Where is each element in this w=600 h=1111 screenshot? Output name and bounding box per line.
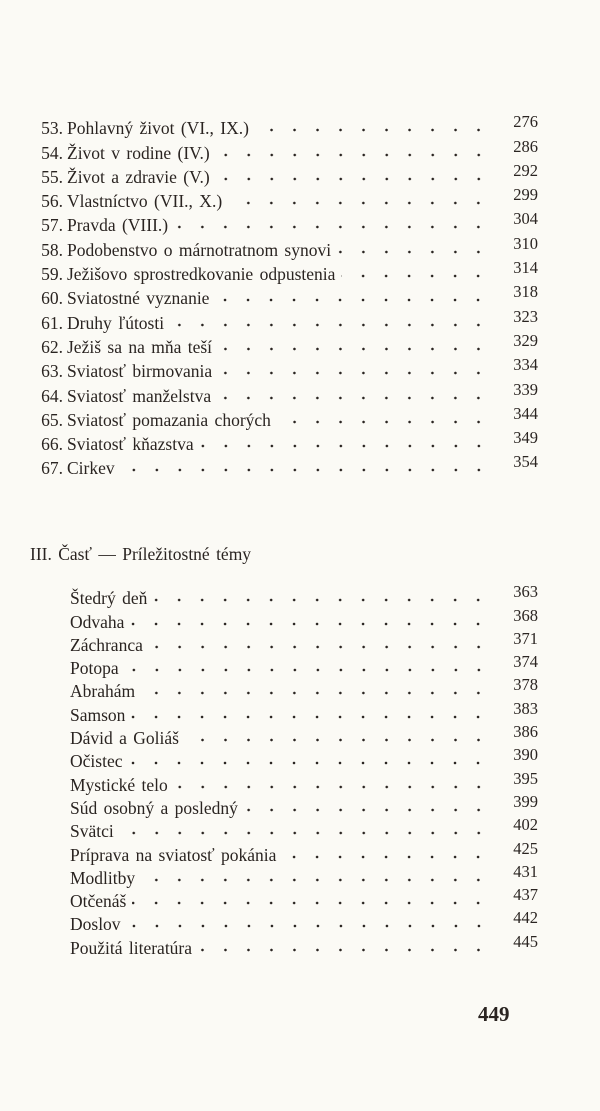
entry-page: 314 (513, 258, 538, 278)
entry-page: 386 (513, 722, 538, 742)
entry-number: 59. (41, 264, 63, 285)
toc-entry (0, 160, 600, 187)
dot-leader (149, 643, 490, 651)
dot-leader (131, 713, 490, 721)
entry-page: 395 (513, 768, 538, 788)
entry-page: 286 (513, 136, 538, 156)
toc-entry (0, 931, 600, 958)
entry-title: Otčenáš (70, 891, 127, 912)
entry-title: Sviatostné vyznanie (67, 288, 210, 309)
entry-page: 368 (513, 605, 538, 625)
entry-title: Sviatosť pomazania chorých (67, 409, 271, 430)
entry-number: 55. (41, 166, 63, 187)
toc-entry (0, 403, 600, 430)
dot-leader (282, 853, 490, 861)
entry-title: Život a zdravie (V.) (67, 166, 210, 187)
entry-title: Použitá literatúra (70, 937, 193, 958)
entry-number: 58. (41, 239, 63, 260)
entry-page: 299 (513, 185, 538, 205)
entry-title: Ježišovo sprostredkovanie odpustenia (67, 264, 336, 285)
entry-number: 65. (41, 409, 63, 430)
entry-title: Dávid a Goliáš (70, 728, 179, 749)
entry-number: 66. (41, 434, 63, 455)
dot-leader (255, 126, 490, 134)
entry-title: Svätci (70, 821, 114, 842)
section-heading: III. Časť — Príležitostné témy (30, 544, 252, 564)
entry-title: Ježiš sa na mňa teší (67, 336, 213, 357)
toc-entry (0, 260, 600, 284)
page-number: 449 (478, 1002, 510, 1026)
entry-page: 310 (513, 233, 538, 253)
dot-leader (125, 666, 490, 674)
dot-leader (153, 596, 490, 604)
entry-title: Samson (70, 704, 126, 725)
entry-number: 67. (41, 458, 63, 479)
dot-leader (198, 946, 490, 954)
toc-entry (0, 114, 600, 138)
entry-title: Odvaha (70, 611, 125, 632)
entry-page: 339 (513, 379, 538, 399)
topic-list (0, 582, 600, 958)
entry-page: 402 (513, 815, 538, 835)
entry-title: Súd osobný a posledný (70, 797, 238, 818)
toc-entry (0, 211, 600, 235)
dot-leader (337, 248, 490, 256)
dot-leader (130, 620, 490, 628)
dot-leader (141, 876, 490, 884)
entry-page: 344 (513, 403, 538, 423)
entry-page: 445 (513, 931, 538, 951)
dot-leader (128, 759, 490, 767)
entry-page: 383 (513, 698, 538, 718)
entry-number: 54. (41, 142, 63, 163)
entry-number: 63. (41, 361, 63, 382)
entry-title: Druhy ľútosti (67, 312, 165, 333)
dot-leader (217, 394, 490, 402)
chapter-list (0, 114, 600, 478)
dot-leader (120, 829, 490, 837)
entry-page: 349 (513, 428, 538, 448)
entry-title: Sviatosť birmovania (67, 361, 213, 382)
entry-title: Príprava na sviatosť pokánia (70, 844, 277, 865)
entry-title: Život v rodine (IV.) (67, 142, 210, 163)
dot-leader (228, 199, 490, 207)
entry-number: 60. (41, 288, 63, 309)
dot-leader (216, 175, 490, 183)
dot-leader (185, 736, 490, 744)
toc-entry (0, 430, 600, 454)
toc-entry (0, 284, 600, 308)
entry-page: 378 (513, 675, 538, 695)
entry-title: Záchranca (70, 634, 143, 655)
entry-page: 329 (513, 330, 538, 350)
entry-page: 354 (513, 452, 538, 472)
dot-leader (121, 466, 490, 474)
toc-entry (0, 454, 600, 478)
entry-title: Pohlavný život (VI., IX.) (67, 118, 249, 139)
entry-title: Štedrý deň (70, 588, 148, 609)
entry-title: Sviatosť kňazstva (67, 434, 194, 455)
dot-leader (132, 899, 490, 907)
toc-entry (0, 308, 600, 332)
entry-title: Doslov (70, 914, 121, 935)
entry-title: Modlitby (70, 867, 136, 888)
dot-leader (244, 806, 490, 814)
entry-page: 304 (513, 209, 538, 229)
entry-page: 442 (513, 908, 538, 928)
dot-leader (174, 223, 490, 231)
dot-leader (200, 442, 490, 450)
entry-page: 323 (513, 306, 538, 326)
entry-title: Očistec (70, 751, 123, 772)
entry-number: 56. (41, 191, 63, 212)
entry-title: Cirkev (67, 458, 115, 479)
entry-title: Abrahám (70, 681, 136, 702)
dot-leader (215, 296, 490, 304)
entry-page: 276 (513, 112, 538, 132)
dot-leader (170, 321, 490, 329)
entry-page: 363 (513, 582, 538, 602)
dot-leader (341, 272, 490, 280)
entry-title: Vlastníctvo (VII., X.) (67, 191, 223, 212)
entry-page: 399 (513, 791, 538, 811)
toc-entry (0, 381, 600, 405)
toc-entry (0, 138, 600, 162)
entry-page: 318 (513, 282, 538, 302)
dot-leader (218, 369, 490, 377)
entry-page: 425 (513, 838, 538, 858)
dot-leader (141, 689, 490, 697)
entry-number: 57. (41, 215, 63, 236)
entry-number: 62. (41, 336, 63, 357)
entry-page: 390 (513, 745, 538, 765)
dot-leader (218, 345, 490, 353)
dot-leader (174, 783, 490, 791)
entry-page: 431 (513, 861, 538, 881)
entry-title: Podobenstvo o márnotratnom synovi (67, 239, 332, 260)
toc-entry (0, 357, 600, 381)
dot-leader (277, 418, 490, 426)
entry-title: Sviatosť manželstva (67, 385, 212, 406)
entry-page: 437 (513, 885, 538, 905)
toc-entry (0, 330, 600, 357)
entry-title: Mystické telo (70, 774, 168, 795)
entry-page: 371 (513, 628, 538, 648)
entry-page: 292 (513, 160, 538, 180)
entry-number: 53. (41, 118, 63, 139)
toc-entry (0, 187, 600, 211)
entry-number: 64. (41, 385, 63, 406)
entry-title: Pravda (VIII.) (67, 215, 169, 236)
entry-title: Potopa (70, 658, 119, 679)
dot-leader (216, 151, 490, 159)
toc-entry (0, 235, 600, 259)
dot-leader (127, 922, 490, 930)
entry-page: 374 (513, 652, 538, 672)
entry-page: 334 (513, 355, 538, 375)
entry-number: 61. (41, 312, 63, 333)
